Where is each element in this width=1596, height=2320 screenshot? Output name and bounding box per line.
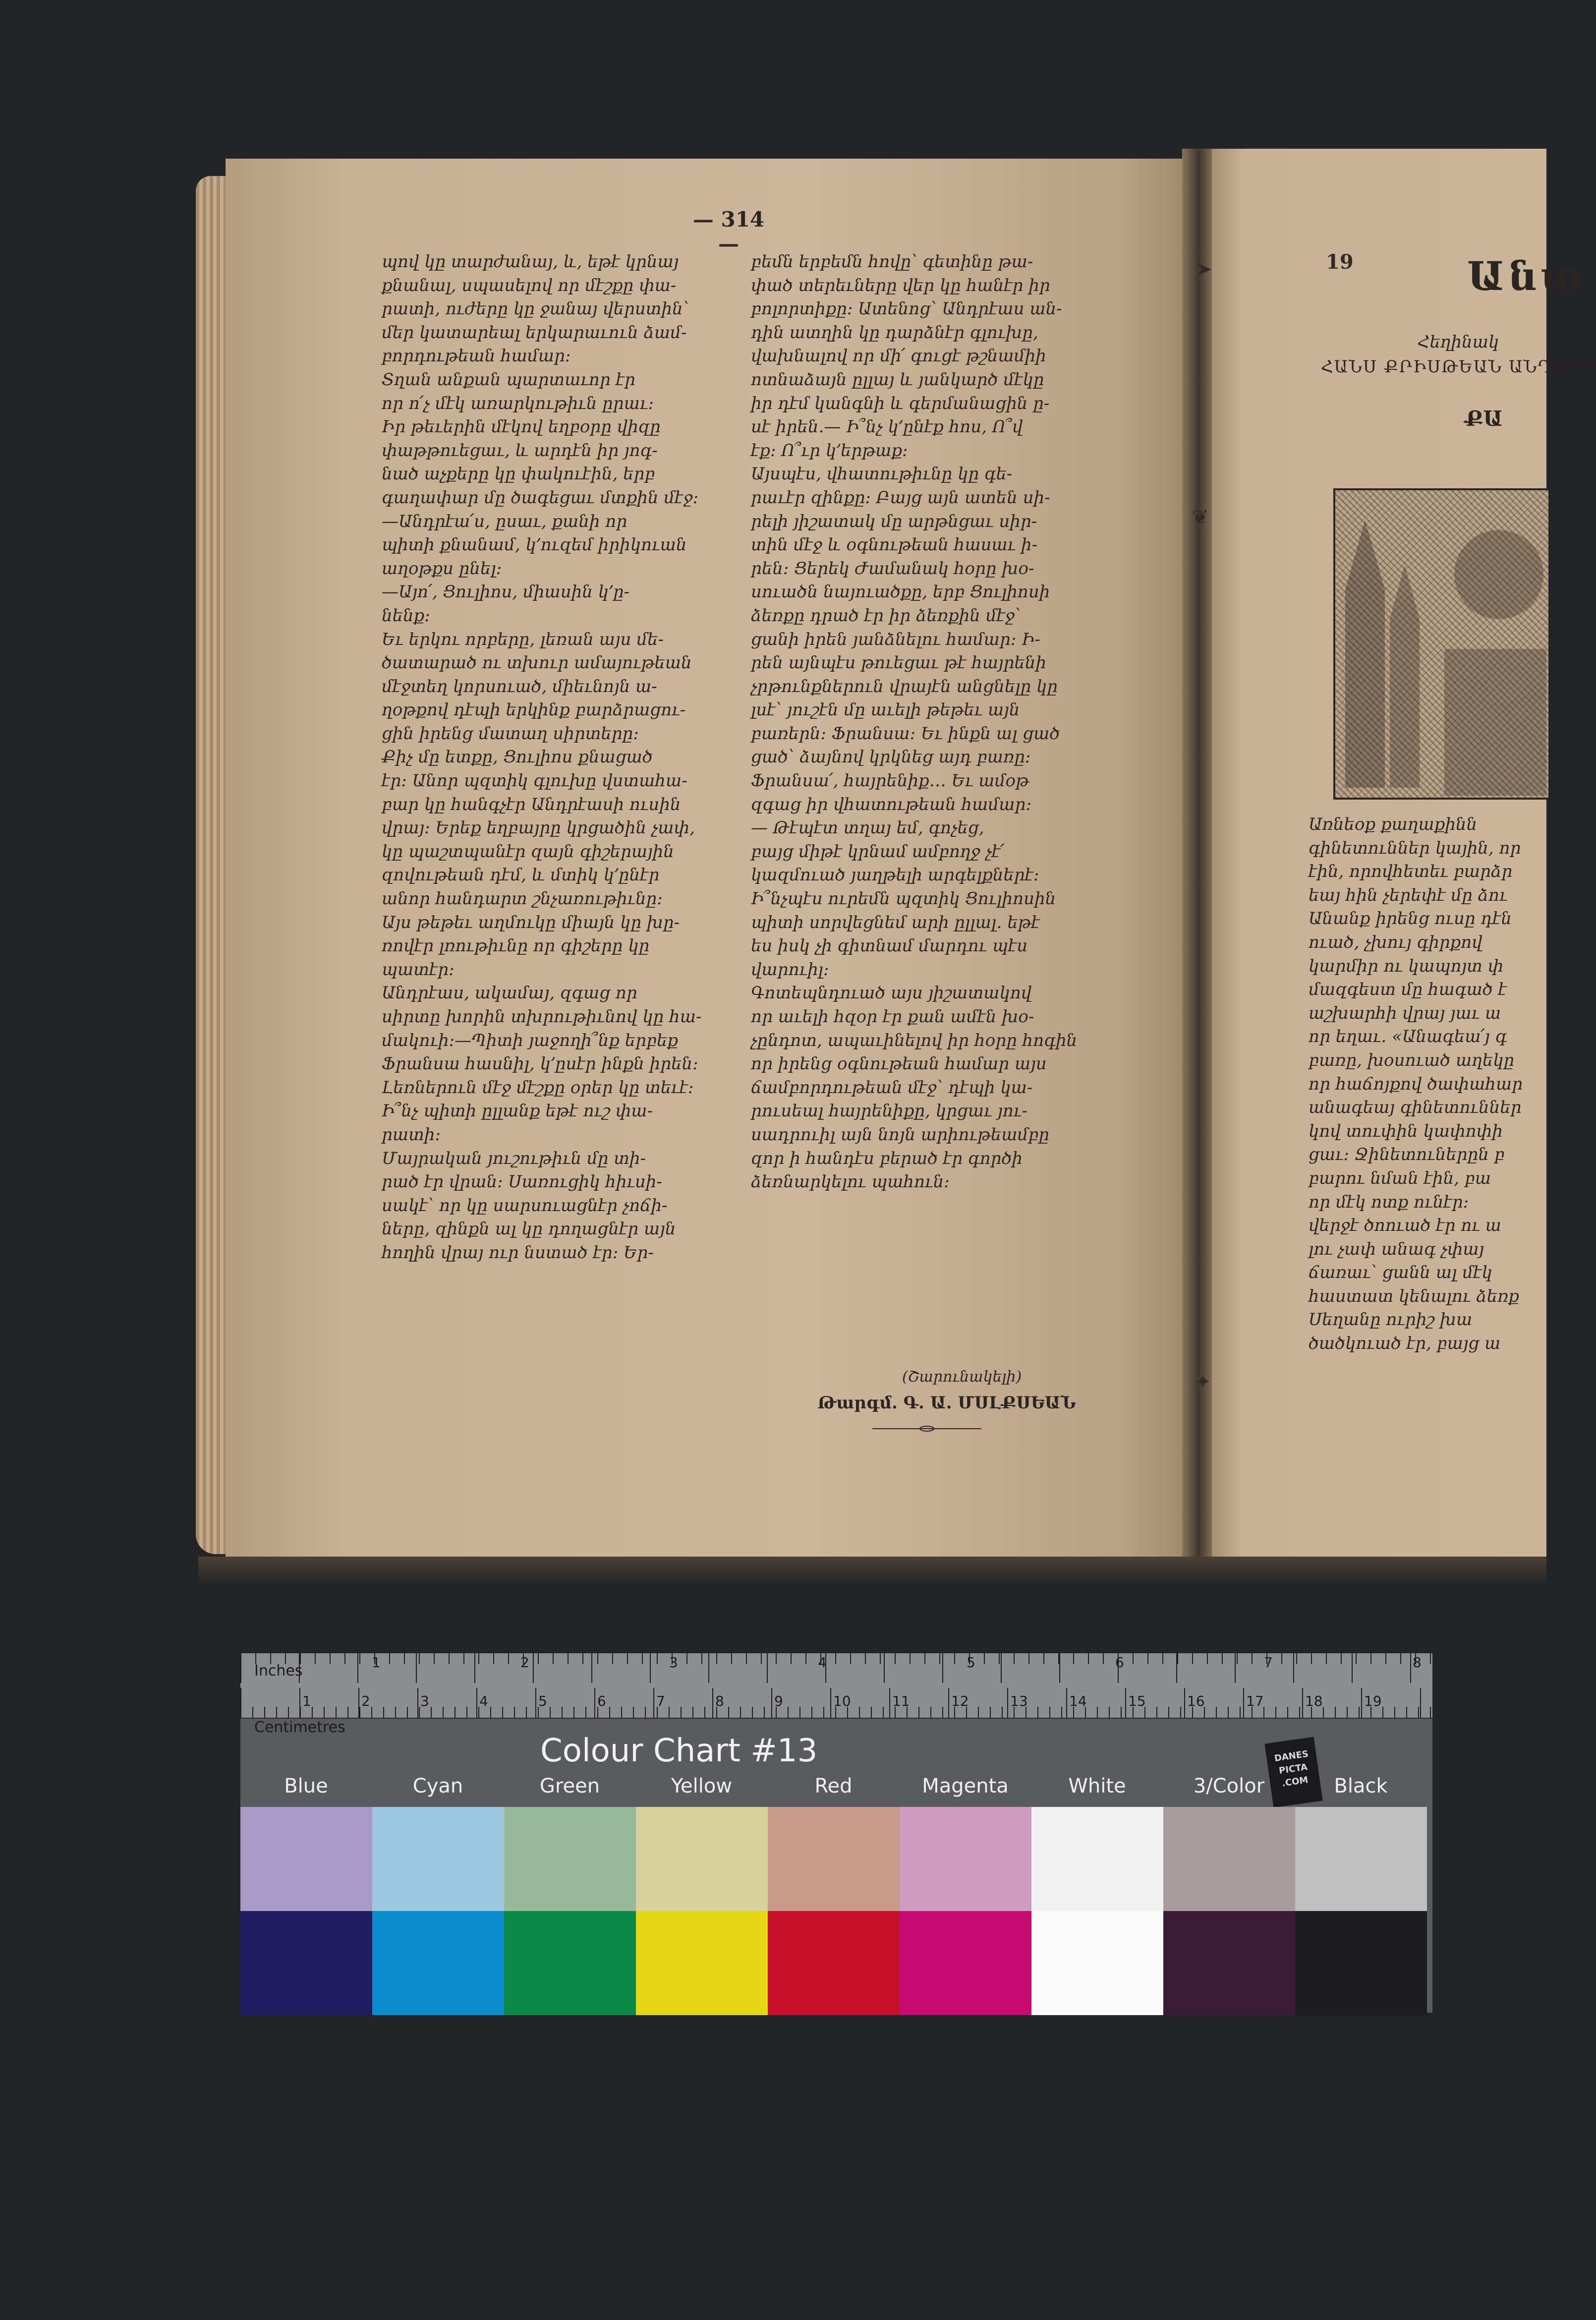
text-line: ցաւ։ Ջինետուներըն բ	[1309, 1145, 1505, 1165]
text-line: ձեռնարկելու պահուն։	[751, 1172, 950, 1192]
inch-number: 8	[1413, 1654, 1422, 1671]
swatch-top-green	[504, 1807, 636, 1911]
swatch-top-magenta	[900, 1807, 1031, 1911]
text-line: լսէ՝ յուշէն մը աւելի թեթեւ այն	[751, 700, 1020, 720]
swatch-top-red	[768, 1807, 900, 1911]
text-line: Առնեօք քաղաքինն	[1309, 814, 1478, 834]
text-line: որ մէկ ոտք ունէր։	[1309, 1192, 1469, 1212]
text-line: գինետուններ կային, որ	[1309, 838, 1521, 858]
text-line: բորդութեան համար։	[382, 346, 571, 366]
text-line: Ի՞նչ պիտի ըլլանք եթէ ուշ փա-	[382, 1101, 653, 1121]
swatch-bottom-yellow	[636, 1911, 768, 2015]
cm-number: 8	[715, 1693, 724, 1709]
text-line: պիտի քնանամ, կ՚ուզեմ իրիկուան	[382, 535, 687, 555]
text-line: Մայրական յուշութիւն մը տի-	[382, 1148, 646, 1168]
text-line: րած էր վրան։ Սառուցիկ հիւսի-	[382, 1172, 662, 1192]
inch-number: 3	[669, 1654, 678, 1671]
text-line: չրթունքներուն վրայէն անցնելը կը	[751, 676, 1058, 696]
cm-number: 1	[302, 1693, 311, 1709]
text-line: զգաց իր վհատութեան համար։	[751, 794, 1031, 814]
author-name: ՀԱՆՍ ՔՐԻՍԹԵԱՆ ԱՆԴԵՐՍ	[1321, 357, 1596, 377]
text-line: րատի։	[382, 1124, 441, 1145]
side-marker-3: ✦	[1195, 1371, 1211, 1393]
text-line: ծածկուած էր, բայց ա	[1309, 1334, 1501, 1354]
text-line: բառերն։ Ֆրանսա։ Եւ ինքն ալ ցած	[751, 723, 1060, 744]
inch-number: 5	[967, 1654, 975, 1671]
centimetres-label: Centimetres	[254, 1719, 345, 1736]
swatch-label: Blue	[284, 1775, 328, 1798]
swatch-top-3-color	[1163, 1807, 1295, 1911]
inch-number: 2	[520, 1654, 529, 1671]
text-line: բոլորտիքը։ Ատենոց՝ Անդրէաս ան-	[751, 299, 1062, 319]
text-line: կազմուած յաղթելի արգելքներէ։	[751, 865, 1039, 885]
text-line: ները, զինքն ալ կը դողացնէր այն	[382, 1219, 676, 1239]
text-line: ռովէր լռութիւնը որ գիշերը կը	[382, 936, 650, 956]
text-line: բառը, խօսուած աղեկը	[1309, 1050, 1515, 1070]
swatch-top-blue	[240, 1807, 372, 1911]
swatch-label: Green	[539, 1775, 600, 1798]
text-line: ուած, չխույ գիրքով	[1309, 932, 1482, 952]
text-line: Անդրէաս, ակամայ, զգաց որ	[382, 983, 637, 1003]
text-line: որ հաճոյքով ծափահար	[1309, 1074, 1523, 1094]
text-line: զոր ի հանդէս բերած էր գործի	[751, 1148, 1023, 1168]
cm-number: 14	[1069, 1693, 1087, 1709]
text-line: լու չափ անագ չփայ	[1309, 1239, 1484, 1259]
text-line: քնանալ, սպասելով որ մէշքը փա-	[382, 275, 677, 295]
text-line: —Այո՛, Ցուլիոս, միասին կ՚ը-	[382, 582, 630, 602]
text-line: վերջէ ծոուած էր ու ա	[1309, 1216, 1501, 1236]
text-line: Ֆրանսա՛, հայրենիք․․․ Եւ ամօթ	[751, 771, 1029, 791]
text-line: ճառաւ՝ ցանն ալ մէկ	[1309, 1263, 1492, 1283]
colour-chart	[240, 1653, 1432, 2013]
flourish-ornament	[872, 1425, 981, 1432]
text-line: որ աւելի հզօր էր քան ամէն խօ-	[751, 1007, 1034, 1027]
cm-number: 16	[1187, 1693, 1205, 1709]
ruler	[240, 1653, 1432, 1736]
cm-number: 11	[892, 1693, 910, 1709]
swatch-label: Cyan	[412, 1775, 463, 1798]
text-line: բար կը հանգչէր Անդրէասի ուսին	[382, 794, 681, 814]
swatch-top-yellow	[636, 1807, 768, 1911]
side-marker-1: ➤	[1196, 258, 1212, 281]
swatch-bottom-3-color	[1163, 1911, 1295, 2015]
cm-number: 19	[1364, 1693, 1382, 1709]
cm-number: 4	[479, 1693, 488, 1709]
text-line: ես իսկ չի գիտնամ մարդու պէս	[751, 936, 1028, 956]
swatch-bottom-red	[768, 1911, 900, 2015]
translator-credit: Թարգմ. Գ. Ա. ՄՍԼՔՍԵԱՆ	[817, 1393, 1076, 1413]
cm-number: 10	[833, 1693, 851, 1709]
text-line: Անանք իրենց ուսը դէն	[1309, 909, 1512, 929]
text-line: րաւէր զինքը։ Բայց այն ատեն սի-	[751, 487, 1050, 508]
text-line: վրայ։ Երեք եղբայրը կրցածին չափ,	[382, 818, 695, 838]
swatch-label: Yellow	[671, 1775, 733, 1798]
cm-number: 13	[1010, 1693, 1028, 1709]
text-line: էին, որովհետեւ բարձր	[1309, 862, 1513, 882]
inches-label: Inches	[254, 1662, 303, 1680]
text-line: բարու նման էին, բա	[1309, 1168, 1491, 1188]
text-line: սէ իրեն.— Ի՞նչ կ՚ընէք հոս, Ո՞վ	[751, 417, 1023, 437]
text-line: ծատարած ու տխուր ամայութեան	[382, 653, 692, 673]
swatch-top-cyan	[372, 1807, 504, 1911]
text-line: հաստատ կենալու ձեռք	[1309, 1286, 1520, 1306]
text-line: — Թէպէտ տղայ եմ, գոչեց,	[751, 818, 984, 838]
text-line: Եւ երկու որբերը, լեռան այս մե-	[382, 629, 664, 649]
swatch-bottom-white	[1031, 1911, 1163, 2015]
swatch-bottom-green	[504, 1911, 636, 2015]
inch-number: 7	[1264, 1654, 1273, 1671]
text-line: մէջտեղ կորսուած, միեւնոյն ա-	[382, 676, 657, 696]
text-line: փաթթուեցաւ, և արդէն իր յոգ-	[382, 440, 658, 461]
text-line: ցին իրենց մատաղ սիրտերը։	[382, 723, 639, 744]
swatch-bottom-cyan	[372, 1911, 504, 2015]
text-line: րեն այնպէս թուեցաւ թէ հայրենի	[751, 653, 1046, 673]
text-line: վարուիլ։	[751, 959, 829, 980]
text-line: Գոտեպնդուած այս յիշատակով	[751, 983, 1032, 1003]
text-line: րելի յիշատակ մը արթնցաւ սիր-	[751, 511, 1037, 531]
text-line: րուսեալ հայրենիքը, կրցաւ յու-	[751, 1101, 1027, 1121]
text-line: ոտնաձայն ըլլայ և յանկարծ մէկը	[751, 369, 1044, 390]
text-line: մեր կատարեալ երկարաւուն ձամ-	[382, 322, 687, 343]
continued-note: (Շարունակելի)	[902, 1368, 1022, 1386]
text-line: ցած՝ ձայնով կրկնեց այդ բառը։	[751, 747, 1031, 767]
cm-number: 15	[1128, 1693, 1146, 1709]
text-line: սակէ՝ որ կը սարսուացնէր չոճի-	[382, 1195, 668, 1216]
text-line: ձեռքը դրած էր իր ձեռքին մէջ՝	[751, 605, 1021, 626]
text-line: հողին վրայ ուր նստած էր։ Եր-	[382, 1242, 654, 1263]
text-line: րեն։ Ցերեկ Ժամանակ հօրը խօ-	[751, 558, 1034, 579]
inch-number: 6	[1115, 1654, 1124, 1671]
text-line: բայց միթէ կրնամ ամբողջ չէ՛	[751, 841, 1005, 862]
cm-number: 12	[951, 1693, 969, 1709]
text-line: որ ո՛չ մէկ առարկութիւն ըրաւ։	[382, 393, 654, 413]
text-line: Լեռներուն մէջ մէշքը օրեր կը տեւէ։	[382, 1077, 694, 1098]
swatch-top-white	[1031, 1807, 1163, 1911]
left-text-column	[382, 250, 724, 1265]
text-line: էք։ Ո՞ւր կ՚երթաք։	[751, 440, 908, 461]
text-line: ցանի իրեն յանձնելու համար։ Ի-	[751, 629, 1040, 649]
text-line: սուածն նայուածքը, երբ Ցուլիոսի	[751, 582, 1050, 602]
text-line: կարմիր ու կապոյտ փ	[1309, 956, 1504, 976]
text-line: զովութեան դէմ, և մտիկ կ՚ընէր	[382, 865, 660, 885]
inch-number: 4	[818, 1654, 827, 1671]
text-line: սիրտը խորին տխրութիւնով կը հա-	[382, 1007, 702, 1027]
text-line: աշխարհի վրայ յաւ ա	[1309, 1003, 1501, 1023]
text-line: րատի, ուժերը կը ջանայ վերստին՝	[382, 299, 689, 319]
text-line: Այս թեթեւ աղմուկը միայն կը խը-	[382, 912, 680, 932]
text-line: Ֆրանսա հասնիլ, կ՚ըսէր ինքն իրեն։	[382, 1054, 698, 1074]
swatch-bottom-magenta	[900, 1911, 1031, 2015]
swatch-label: Red	[814, 1775, 853, 1798]
text-line: անոր հանդարտ շնչառութիւնը։	[382, 889, 663, 909]
engraving-illustration	[1333, 488, 1548, 800]
swatch-label: Black	[1334, 1775, 1388, 1798]
inch-number: 1	[372, 1654, 381, 1671]
cm-number: 5	[538, 1693, 547, 1709]
text-line: վախնալով որ մի՛ գուցէ թշնամիի	[751, 346, 1046, 366]
text-line: մազգեստ մը հագած է	[1309, 980, 1507, 1000]
text-line: Քիչ մը ետքը, Ցուլիոս քնացած	[382, 747, 653, 767]
text-line: նենք։	[382, 605, 430, 626]
text-line: ճամբորդութեան մէջ՝ դէպի կա-	[751, 1077, 1033, 1098]
text-line: տին մէջ և օգնութեան հասաւ ի-	[751, 535, 1038, 555]
swatch-label: Magenta	[922, 1775, 1009, 1798]
text-line: պով կը տարժանայ, և, եթէ կրնայ	[382, 252, 679, 272]
text-line: սադրուիլ այն նոյն արիութեամբը	[751, 1124, 1049, 1145]
cm-number: 17	[1246, 1693, 1264, 1709]
text-line: չընդոտ, ապաւինելով իր հօրը հոգին	[751, 1030, 1078, 1050]
text-line: աղօթքս ընել։	[382, 558, 502, 579]
right-page-number: 19	[1326, 250, 1354, 274]
author-label: Հեղինակ	[1418, 332, 1499, 352]
text-line: պատէր։	[382, 959, 455, 980]
text-line: անագեայ գինետուններ	[1309, 1098, 1522, 1118]
text-line: ղօթքով դէպի երկինք բարձրացու-	[382, 700, 686, 720]
side-marker-2: ❦	[1192, 506, 1209, 528]
text-line: դին ատղին կը դարձնէր գլուխը,	[751, 322, 1038, 343]
cm-number: 18	[1305, 1693, 1323, 1709]
cm-number: 3	[420, 1693, 429, 1709]
text-line: էր։ Անոր պզտիկ գլուխը վստահա-	[382, 771, 687, 791]
cm-number: 2	[361, 1693, 370, 1709]
cm-number: 7	[656, 1693, 665, 1709]
text-line: Տղան անքան պարտաւոր էր	[382, 369, 635, 390]
text-line: եայ հին չերեփէ մը ձու	[1309, 885, 1508, 905]
text-line: Իր թեւերին մէկով եղբօրը վիզը	[382, 417, 661, 437]
right-page-text	[1309, 813, 1546, 1356]
cm-number: 6	[597, 1693, 606, 1709]
text-line: կը պաշտպանէր զայն գիշերային	[382, 841, 674, 862]
page-number: — 314 —	[692, 207, 765, 256]
text-line: փած տերեւները վեր կը հանէր իր	[751, 275, 1050, 295]
text-line: —Անդրէա՛ս, ըսաւ, քանի որ	[382, 511, 627, 531]
text-line: Սեղանը ուրիշ խա	[1309, 1310, 1473, 1330]
story-title: ՔԱ	[1465, 406, 1503, 431]
text-line: Այսպէս, վհատութիւնը կը գե-	[751, 464, 1013, 484]
swatch-label: 3/Color	[1193, 1775, 1265, 1798]
cm-number: 9	[774, 1693, 783, 1709]
danes-picta-logo: DANES PICTA .COM	[1264, 1737, 1322, 1808]
swatch-bottom-blue	[240, 1911, 372, 2015]
swatch-top-black	[1295, 1807, 1427, 1911]
text-line: կով տուփին կափոփի	[1309, 1121, 1503, 1141]
right-page-title: Անտ	[1467, 253, 1587, 299]
text-line: բեմն երբեմն հովը՝ գետինը թա-	[751, 252, 1033, 272]
text-line: որ եղաւ. «Անագեա՛յ գ	[1309, 1027, 1507, 1047]
swatch-label: White	[1068, 1775, 1126, 1798]
chart-title: Colour Chart #13	[540, 1733, 818, 1769]
text-line: իր դէմ կանգնի և գերմանացին ը-	[751, 393, 1050, 413]
text-line: նած աչքերը կը փակուէին, երբ	[382, 464, 655, 484]
book-shadow	[198, 1557, 1546, 1586]
text-line: որ իրենց օգնութեան համար այս	[751, 1054, 1047, 1074]
middle-text-column	[751, 250, 1103, 1194]
swatch-bottom-black	[1295, 1911, 1427, 2015]
text-line: պիտի սորվեցնեմ արի ըլլալ․ եթէ	[751, 912, 1040, 932]
text-line: մակուի։—Պիտի յաջողի՞նք երբեք	[382, 1030, 678, 1050]
text-line: գաղափար մը ծագեցաւ մտքին մէջ։	[382, 487, 699, 508]
text-line: Ի՞նչպէս ուրեմն պզտիկ Ցուլիոսին	[751, 889, 1056, 909]
